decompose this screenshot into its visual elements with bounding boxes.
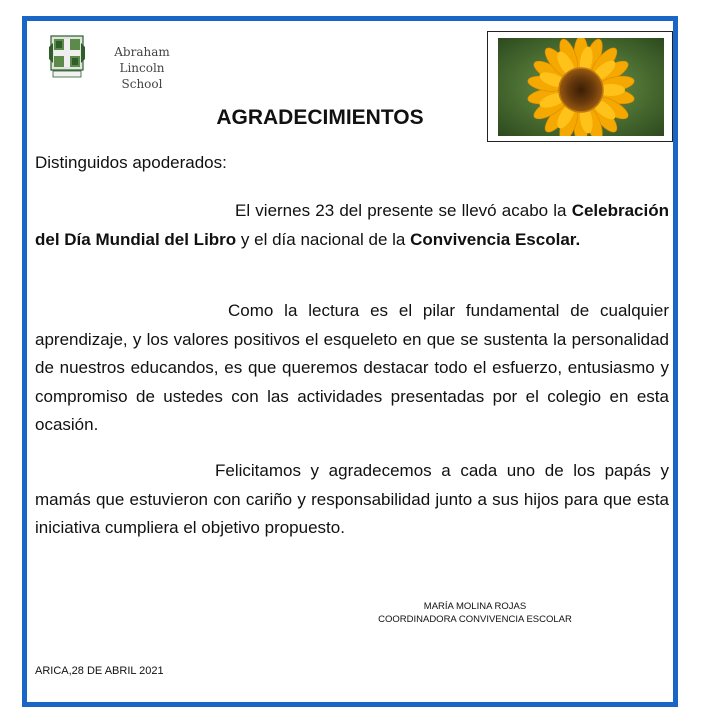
school-name (92, 44, 192, 92)
place-date: ARICA,28 DE ABRIL 2021 (35, 665, 164, 677)
signature-role: COORDINADORA CONVIVENCIA ESCOLAR (378, 614, 572, 625)
p2-text: Como la lectura es el pilar fundamental de cualquier aprendizaje, y los valores positivos el esqueleto en que se sustenta la personalidad de nuestros educandos, es que queremos destacar todo el esfuerzo, entusiasmo y compromiso de ustedes con las actividades presentadas por el colegio en esta ocasión. (35, 301, 669, 434)
p1-text-c: y el día nacional de la (236, 229, 411, 249)
school-crest-icon (47, 33, 87, 79)
page-title: AGRADECIMIENTOS (216, 106, 424, 129)
signature-name: MARÍA MOLINA ROJAS (423, 601, 527, 612)
paragraph-3 (35, 457, 669, 543)
salutation: Distinguidos apoderados: (35, 153, 227, 172)
p1-text-a: El viernes 23 del presente se llevó acabo la (235, 201, 572, 220)
signature-block (330, 600, 620, 626)
sunflower-photo (498, 38, 664, 136)
p1-bold-convivencia: Convivencia Escolar. (410, 229, 581, 249)
school-name-line2: School (121, 77, 163, 91)
paragraph-1 (35, 197, 669, 254)
p3-text: Felicitamos y agradecemos a cada uno de los papás y mamás que estuvieron con cariño y responsabilidad junto a sus hijos para que esta iniciativa cumpliera el objetivo propuesto. (35, 461, 669, 537)
school-name-line1: Abraham Lincoln (114, 45, 170, 75)
paragraph-2 (35, 297, 669, 440)
p1-bold-event: Celebración del Día Mundial del Libro (35, 201, 669, 249)
photo-frame (487, 31, 673, 142)
